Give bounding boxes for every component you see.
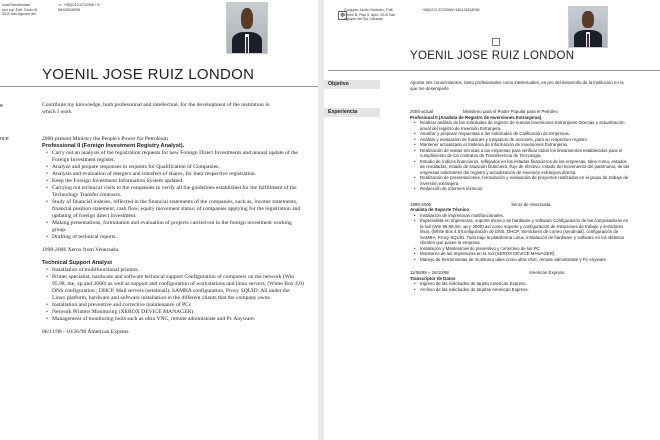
phone-line: +58(0212-5732556/+584126518098 bbox=[422, 8, 480, 12]
job-header: 2006-present Ministry the People's Power for Petroleum bbox=[42, 136, 168, 142]
list-item: • Mantener actualizado el Sistema de Información de Inversiones Extranjeras. bbox=[410, 142, 630, 148]
phone-line: 58426518098 bbox=[58, 7, 80, 12]
list-item: • Analyze and prepare responses to requests for Qualification of Companies. bbox=[42, 164, 304, 171]
list-item: • Drafting of technical reports. bbox=[42, 234, 304, 241]
objective-label: e bbox=[0, 103, 3, 109]
profile-photo bbox=[568, 6, 608, 48]
address-block bbox=[344, 8, 414, 22]
job-title: Profesional II (Analista de Registro de Inversiones Extranjeras). bbox=[410, 114, 543, 120]
candidate-name: YOENIL JOSE RUIZ LONDON bbox=[410, 50, 575, 62]
experience-label: Experiencia bbox=[324, 108, 380, 117]
address-line: Cedro B. Piso 5. Apto. 53-B San bbox=[344, 12, 396, 17]
job-title: Analista de Soporte Técnico bbox=[410, 207, 470, 212]
address-block bbox=[2, 3, 62, 17]
move-handle-icon[interactable]: ✥ bbox=[339, 12, 346, 19]
address-line: ntol sur. Edif. Cedro B. bbox=[2, 7, 38, 12]
resume-page-spanish bbox=[324, 0, 660, 440]
experience-section bbox=[410, 109, 630, 292]
phone-block bbox=[422, 8, 512, 13]
list-item: • Manejo de herramientas de monitoreo tales como ultra VNC, remote administrate y Pc Anyware. bbox=[410, 257, 630, 263]
list-item: • Redacción de informes técnicos. bbox=[410, 186, 630, 192]
job-dates: 11/06/98 – 26/10/98 bbox=[410, 270, 449, 275]
resume-page-english bbox=[0, 0, 318, 440]
list-item: • Realización de presentaciones, formulación y evaluación de proyectos realizados en el grupo de trabajo de inversión extranjera. bbox=[410, 175, 630, 186]
divider bbox=[0, 86, 318, 87]
job-title: Professional II (Foreign Investment Registry Analyst). bbox=[42, 143, 185, 149]
list-item: • Carrying out technical visits to the companies to verify all the guidelines established for the fulfillment of the Technology Transfer contracts. bbox=[42, 185, 304, 199]
phone-line: ☏ +58(0212-5732556 / ✆ bbox=[58, 3, 100, 7]
job-company: Ministerio para el Poder Popular para el Petróleo bbox=[462, 109, 558, 114]
list-item: • Analysis and evaluation of mergers and transfers of shares, for their respective registration. bbox=[42, 171, 304, 178]
address-line: Conjunto Jardín Botánico, Edif. bbox=[344, 8, 394, 12]
list-item: • Carry out an analysis of the registration requests for new Foreign Direct Investments and annual update of the Foreign Investment register. bbox=[42, 150, 304, 164]
list-item: • Instalación y Mantenimiento preventivo y correctivo de los PC bbox=[410, 246, 630, 252]
list-item: • Ingreso de las solicitudes de tarjeta American Express. bbox=[410, 281, 630, 287]
objective-text: Aportar mis conocimientos, tanto profesionales como intelectuales, en pro del desarrollo de la institución en la que me desempeñe bbox=[410, 80, 624, 91]
list-item: • Monitoreo de las Impresoras en la red (XEROX DEVICE MANAGER). bbox=[410, 251, 630, 257]
experience-section bbox=[42, 136, 304, 336]
list-item: • Network Printers Monitoring (XEROX DEVICE MANAGER). bbox=[42, 309, 304, 316]
job-title: Technical Support Analyst bbox=[42, 260, 112, 266]
address-line: ncial Residencias bbox=[2, 3, 30, 7]
job-dates: 1998-2006 bbox=[410, 201, 431, 207]
profile-photo bbox=[226, 2, 268, 54]
job-title: Transcriptor de Datos bbox=[410, 275, 456, 281]
address-line: 53-B San Agustín del bbox=[2, 12, 36, 17]
job-company: American Express. bbox=[528, 270, 566, 275]
list-item: • Analizar y preparar respuestas a las solicitudes de Calificación de Empresas. bbox=[410, 131, 630, 137]
list-item: • Realizar análisis de las solicitudes de registro de nuevas Inversiones Extranjeras Directas y actualización anual del registro de Inversión Extranjera. bbox=[410, 120, 630, 131]
phone-block bbox=[58, 3, 138, 12]
list-item: • Especialista en Impresoras, soporte técnico de hardware y software Configuración de las computadoras en la red (Win 95,98,me, xp y 2000) así como soporte y configuración de estaciones de trabajo y servidores linux, (White Box 4.0)configuración de DNS, DHCP, Servidores de correo (sendmail), configuración de SAMBA, Proxy SQUID. Todo bajo la plataforma Linux, instalación de hardware y software en los distintos clientes que posee la empresa. bbox=[410, 218, 630, 246]
list-item: • Estudio de índices financieros, reflejados en los estados financieros de las empresas, tales como, estados de resultados, estado de situación financiera, flujo de efectivo, estado del movimiento del patrimonio; de las empresas solicitantes del registro y actualización de inversión extranjera directa. bbox=[410, 159, 630, 176]
job-header: 06/11/98 - 10/26/98 American Express. bbox=[42, 329, 130, 335]
resize-handle-icon[interactable] bbox=[492, 38, 500, 46]
list-item: • Printer specialist, hardware and software technical support Configuration of computers on the network (Win 95,98, me, xp and 2000) as well as support and configuration of workstations and linux servers, (White Box 4.0) DNS configuration , DHCP, Mail servers (sendmail), SAMBA configuration, Proxy SQUID. All under the Linux platform, hardware and software installation in the different clients that the company owns. bbox=[42, 274, 304, 302]
list-item: • Installation and preventive and corrective maintenance of PCs bbox=[42, 302, 304, 309]
list-item: • Archivo de las solicitudes de tarjetas American Express. bbox=[410, 287, 630, 293]
experience-label: nce bbox=[0, 136, 9, 142]
address-line: Agustín del Sur Caracas bbox=[344, 17, 383, 22]
objective-label: Objetivo bbox=[324, 80, 380, 89]
job-company: Xerox de Venezuela. bbox=[511, 201, 552, 207]
list-item: • Realización de visitas técnicas a las empresas para verificar todos los lineamientos establecidos para el cumplimiento de los contratos de Transferencia de Tecnología. bbox=[410, 148, 630, 159]
job-dates: 2006-actual bbox=[410, 109, 433, 114]
list-item: • Análisis y evaluación de fusiones y traspasos de acciones, para su respectivo registro bbox=[410, 137, 630, 143]
list-item: • Installation of multifunctional printers. bbox=[42, 267, 304, 274]
list-item: • Keep the Foreign Investment Information System updated. bbox=[42, 178, 304, 185]
candidate-name: YOENIL JOSE RUIZ LONDON bbox=[42, 66, 255, 83]
divider bbox=[328, 70, 660, 71]
list-item: • Instalación de impresoras multifuncionales. bbox=[410, 213, 630, 219]
objective-text: Contribute my knowledge, both professional and intellectual, for the development of the institution in which I work bbox=[42, 102, 270, 115]
list-item: • Study of financial indexes, reflected in the financial statements of the companies, such as, income statements, financial position statement, cash flow, equity movement status; of companies applying for the registration and updating of foreign direct investment. bbox=[42, 199, 304, 220]
list-item: • Management of monitoring tools such as ultra VNC, remote administrate and Pc Anyware. bbox=[42, 316, 304, 323]
job-header: 1998-2006 Xerox from Venezuela. bbox=[42, 247, 120, 253]
list-item: • Making presentations, formulation and evaluation of projects carried out in the foreign investment working group. bbox=[42, 220, 304, 234]
